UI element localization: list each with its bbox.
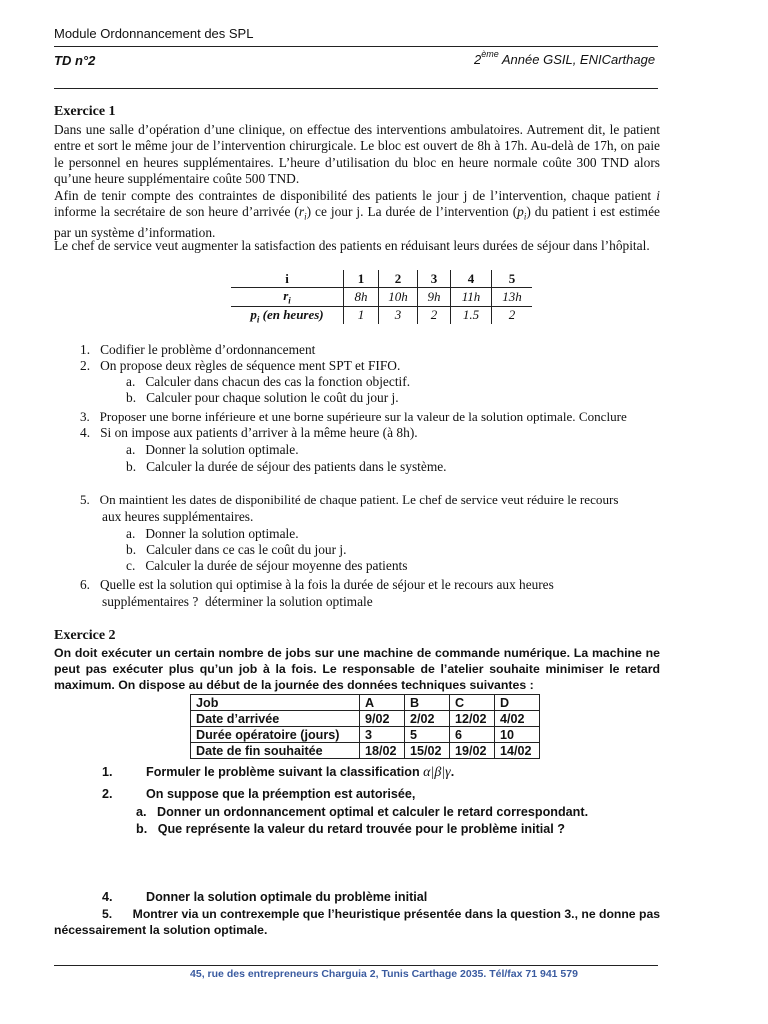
- ex1-q2: 2. On propose deux règles de séquence ment SPT et FIFO.: [80, 358, 401, 373]
- ex1-title: Exercice 1: [54, 104, 116, 119]
- cell: Job: [191, 695, 360, 711]
- ex1-para1: Dans une salle d’opération d’une clinique, on effectue des interventions ambulatoires. Autrement dit, le patient entre et sort le même jour de l’intervention chirurgicale. Le bloc est ouvert de 8h à 17h. Au-delà de 17h, on paie le personnel en heures supplémentaires. L’heure d’utilisation du bloc en heure normale coûte 300 TND alors qu’une heure supplémentaire coûte 500 TND.: [54, 122, 660, 187]
- ex2-table: [190, 694, 540, 759]
- cell: 14/02: [495, 743, 540, 759]
- cell: Durée opératoire (jours): [191, 727, 360, 743]
- ex1-q6-line1: 6. Quelle est la solution qui optimise à la fois la durée de séjour et le recours aux heures: [80, 577, 554, 592]
- cell: 5: [492, 270, 533, 288]
- ex1-para2-i: i: [656, 188, 660, 203]
- cell: 3: [379, 306, 418, 324]
- ex1-q3: 3. Proposer une borne inférieure et une borne supérieure sur la valeur de la solution optimale. Conclure: [80, 409, 627, 424]
- cell: 2: [492, 306, 533, 324]
- cell: 10: [495, 727, 540, 743]
- ex1-q4: 4. Si on impose aux patients d’arriver à la même heure (à 8h).: [80, 425, 418, 440]
- ex1-q5a: a. Donner la solution optimale.: [126, 526, 299, 541]
- ex1-table: [231, 270, 532, 324]
- ex2-title: Exercice 2: [54, 628, 116, 643]
- cell: 15/02: [405, 743, 450, 759]
- ex1-q5-line2: aux heures supplémentaires.: [102, 509, 254, 524]
- table-row: [191, 711, 540, 727]
- cell: Date de fin souhaitée: [191, 743, 360, 759]
- table-row: [191, 695, 540, 711]
- cell-p-label: $p_i$ (en heures): [250, 306, 324, 325]
- cell: 13h: [492, 288, 533, 307]
- cell: 19/02: [450, 743, 495, 759]
- cell: 5: [405, 727, 450, 743]
- table-row: [191, 743, 540, 759]
- header-rule-bottom: [54, 88, 658, 89]
- cell: 4/02: [495, 711, 540, 727]
- module-title: Module Ordonnancement des SPL: [54, 26, 254, 41]
- cell: 10h: [379, 288, 418, 307]
- ex1-para2-d: ) du patient i est estimée par un système d’information.: [54, 204, 660, 241]
- header-rule-top: [54, 46, 658, 47]
- ex1-q4a: a. Donner la solution optimale.: [126, 442, 299, 457]
- cell: 3: [418, 270, 451, 288]
- cell: 12/02: [450, 711, 495, 727]
- ex1-q6-line2: supplémentaires ? déterminer la solution optimale: [102, 594, 373, 609]
- ex1-para2-pi: $p_i$: [517, 204, 527, 223]
- td-number: TD n°2: [54, 53, 96, 68]
- footer-address: 45, rue des entrepreneurs Charguia 2, Tunis Carthage 2035. Tél/fax 71 941 579: [190, 968, 578, 980]
- cell: 1: [344, 270, 379, 288]
- ex1-q1: 1. Codifier le problème d’ordonnancement: [80, 342, 316, 357]
- ex1-q5c: c. Calculer la durée de séjour moyenne des patients: [126, 558, 408, 573]
- cell: 9/02: [360, 711, 405, 727]
- ex1-q5-line1: 5. On maintient les dates de disponibilité de chaque patient. Le chef de service veut réduire le recours: [80, 492, 619, 507]
- footer-rule: [54, 965, 658, 966]
- ex1-q5b: b. Calculer dans ce cas le coût du jour j.: [126, 542, 347, 557]
- ex1-para2-ri: $r_i$: [298, 204, 307, 223]
- cell: Date d’arrivée: [191, 711, 360, 727]
- ex1-para2: [54, 188, 660, 242]
- cell: i: [231, 270, 344, 288]
- ex2-intro: On doit exécuter un certain nombre de jobs sur une machine de commande numérique. La machine ne peut pas exécuter plus qu’un job à la fois. Le responsable de l’atelier souhaite minimiser le retard maximum. On dispose au début de la journée des données techniques suivantes :: [54, 646, 660, 693]
- cell: 4: [451, 270, 492, 288]
- table-row-p: [231, 306, 532, 324]
- cell: 1.5: [451, 306, 492, 324]
- table-row: [191, 727, 540, 743]
- cell-r-label: $r_i$: [231, 288, 344, 307]
- ex2-q2a: a. Donner un ordonnancement optimal et calculer le retard correspondant.: [136, 805, 589, 819]
- ex2-q2-text: On suppose que la préemption est autorisée,: [146, 787, 416, 801]
- cell: 1: [344, 306, 379, 324]
- cell: D: [495, 695, 540, 711]
- year-num: 2: [474, 52, 482, 67]
- year-sup: ème: [481, 49, 499, 59]
- table-row-r: [231, 288, 532, 307]
- cell: 9h: [418, 288, 451, 307]
- year-label: [474, 49, 656, 67]
- table-row-head: [231, 270, 532, 288]
- ex2-q5: 5. Montrer via un contrexemple que l’heuristique présentée dans la question 3., ne donne pas nécessairement la solution optimale.: [54, 907, 664, 938]
- year-rest: Année GSIL, ENICarthage: [498, 52, 656, 67]
- ex1-para2-c: ) ce jour j. La durée de l’intervention (: [306, 204, 518, 220]
- cell: 18/02: [360, 743, 405, 759]
- cell: 2/02: [405, 711, 450, 727]
- cell: 2: [418, 306, 451, 324]
- cell: A: [360, 695, 405, 711]
- cell: 11h: [451, 288, 492, 307]
- cell: 2: [379, 270, 418, 288]
- ex1-para3: Le chef de service veut augmenter la satisfaction des patients en réduisant leurs durées de séjour dans l’hôpital.: [54, 238, 650, 253]
- ex2-q4-num: 4.: [102, 890, 113, 904]
- classification-notation: α|β|γ: [423, 765, 451, 780]
- ex2-q4-text: Donner la solution optimale du problème initial: [146, 890, 428, 904]
- ex1-q2b: b. Calculer pour chaque solution le coût du jour j.: [126, 390, 399, 405]
- ex2-q2b: b. Que représente la valeur du retard trouvée pour le problème initial ?: [136, 822, 565, 836]
- cell: 3: [360, 727, 405, 743]
- cell: B: [405, 695, 450, 711]
- ex1-para2-a: Afin de tenir compte des contraintes de disponibilité des patients le jour j de l’intervention, chaque patient: [54, 188, 657, 203]
- ex2-q1-text: [146, 764, 454, 781]
- cell: C: [450, 695, 495, 711]
- cell: 8h: [344, 288, 379, 307]
- ex1-q2a: a. Calculer dans chacun des cas la fonction objectif.: [126, 374, 411, 389]
- ex2-q1-label: Formuler le problème suivant la classification: [146, 765, 420, 779]
- ex2-q1-num: 1.: [102, 765, 113, 779]
- ex1-q4b: b. Calculer la durée de séjour des patients dans le système.: [126, 459, 447, 474]
- ex1-para2-b: informe la secrétaire de son heure d’arrivée (: [54, 204, 299, 220]
- ex2-q1-end: .: [450, 765, 455, 779]
- ex2-q2-num: 2.: [102, 787, 113, 801]
- cell: 6: [450, 727, 495, 743]
